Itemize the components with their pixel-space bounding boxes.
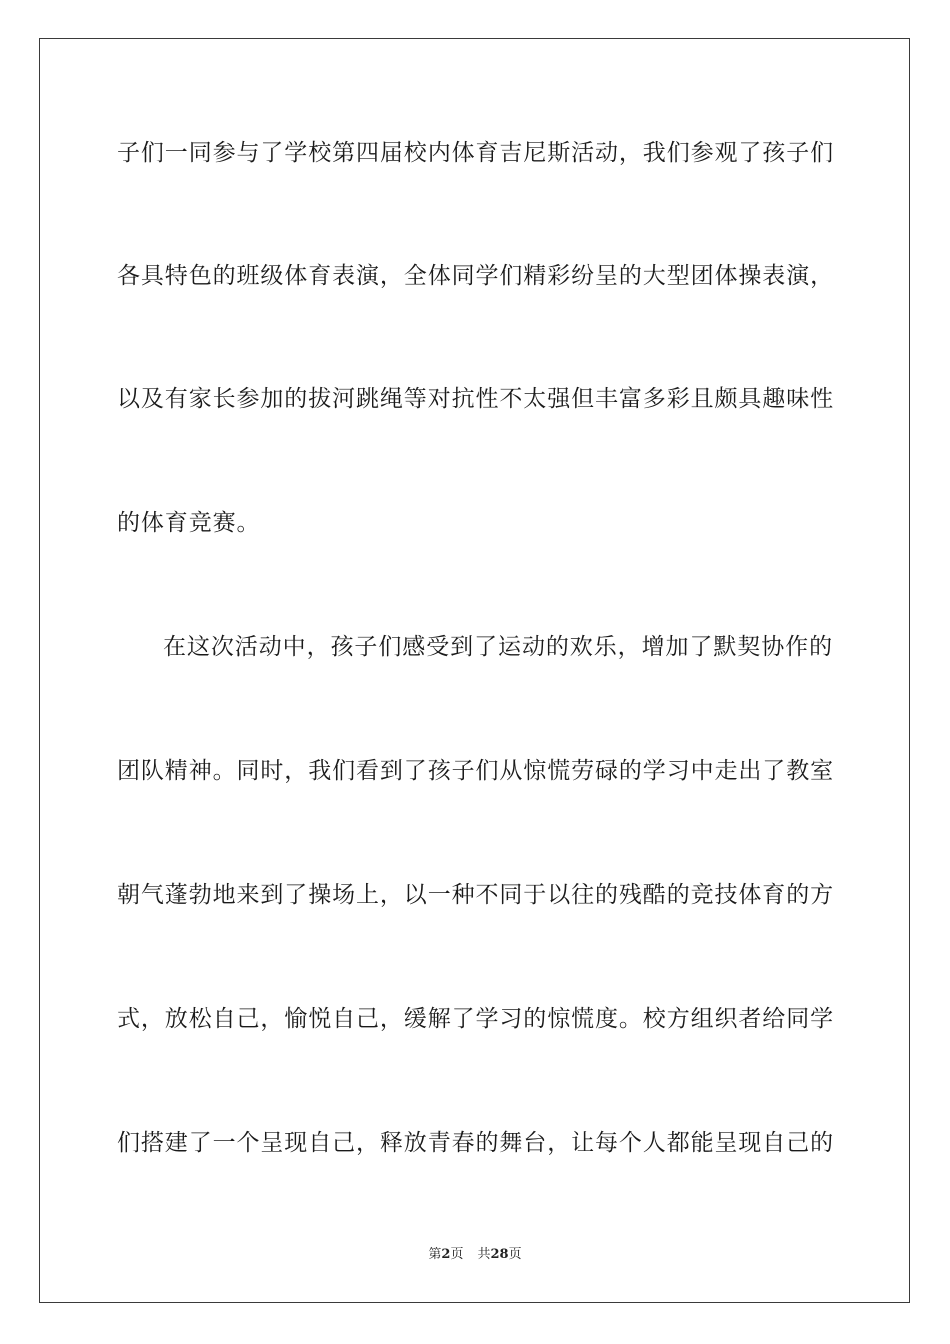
- paragraph-line-2: 各具特色的班级体育表演，全体同学们精彩纷呈的大型团体操表演，: [117, 263, 834, 289]
- total-label: [477, 1246, 521, 1264]
- page-prefix: 第: [428, 1247, 442, 1262]
- total-suffix: 页: [508, 1247, 522, 1262]
- page-label: [428, 1246, 463, 1264]
- paragraph-line-4: 的体育竞赛。: [117, 510, 261, 536]
- paragraph-line-3: 以及有家长参加的拔河跳绳等对抗性不太强但丰富多彩且颇具趣味性: [117, 386, 834, 412]
- paragraph-line-8: 式，放松自己，愉悦自己，缓解了学习的惊慌度。校方组织者给同学: [117, 1006, 834, 1032]
- page-border: [39, 38, 910, 1303]
- total-prefix: 共: [477, 1247, 491, 1262]
- paragraph-line-7: 朝气蓬勃地来到了操场上，以一种不同于以往的残酷的竞技体育的方: [117, 882, 834, 908]
- total-pages: 28: [490, 1247, 509, 1262]
- page-suffix: 页: [450, 1247, 464, 1262]
- paragraph-line-1: 子们一同参与了学校第四届校内体育吉尼斯活动，我们参观了孩子们: [117, 140, 834, 166]
- paragraph-line-5: 在这次活动中，孩子们感受到了运动的欢乐，增加了默契协作的: [163, 634, 833, 660]
- paragraph-line-9: 们搭建了一个呈现自己，释放青春的舞台，让每个人都能呈现自己的: [117, 1130, 834, 1156]
- page-number: 2: [441, 1247, 451, 1262]
- page-footer: [0, 1246, 950, 1264]
- paragraph-line-6: 团队精神。同时，我们看到了孩子们从惊慌劳碌的学习中走出了教室: [117, 758, 834, 784]
